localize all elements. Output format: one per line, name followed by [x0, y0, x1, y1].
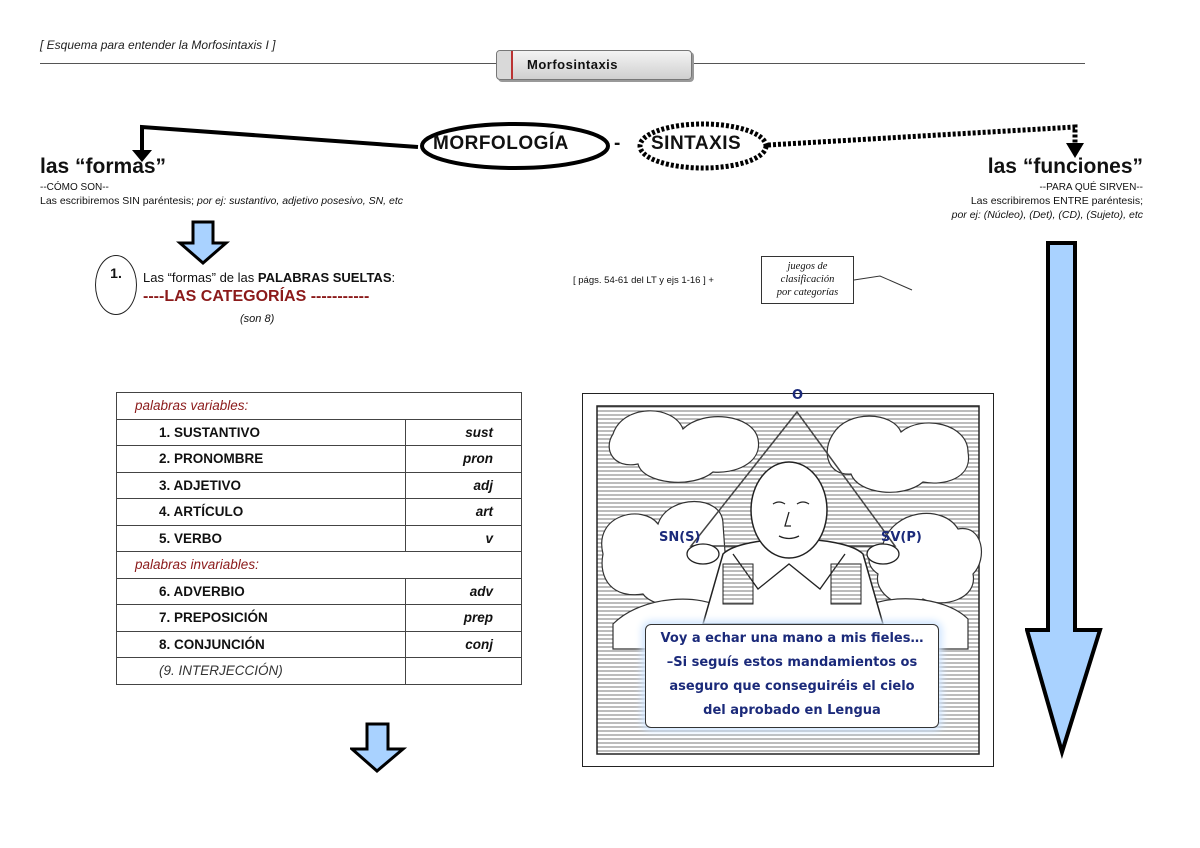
label-oracion: O	[792, 388, 804, 403]
section-intro	[143, 270, 395, 285]
category-name: 2. PRONOMBRE	[117, 446, 406, 473]
count-note: (son 8)	[240, 313, 275, 325]
speech-bubble	[645, 624, 939, 728]
games-line-3: por categorías	[776, 287, 839, 298]
figure-hand-left	[687, 544, 719, 564]
funciones-down-arrow	[1025, 240, 1105, 760]
shirt-plaid	[723, 564, 753, 604]
formas-title: las “formas”	[40, 155, 167, 178]
right-connector-arrow	[768, 127, 1075, 145]
category-abbr: pron	[406, 446, 522, 473]
left-connector-arrow	[142, 127, 418, 152]
empty-cell	[406, 658, 522, 685]
table-row	[117, 446, 522, 473]
funciones-description: Las escribiremos ENTRE paréntesis;	[970, 195, 1143, 207]
category-abbr: art	[406, 499, 522, 526]
variable-header: palabras variables:	[117, 393, 522, 420]
funciones-example: por ej: (Núcleo), (Det), (CD), (Sujeto), etc	[951, 209, 1143, 221]
invariable-header: palabras invariables:	[117, 552, 522, 579]
table-section-row	[117, 552, 522, 579]
section-intro-c: :	[391, 270, 396, 285]
figure-hand-right	[867, 544, 899, 564]
cartoon-illustration	[582, 388, 994, 767]
formas-description-example: por ej: sustantivo, adjetivo posesivo, SN, etc	[196, 195, 404, 207]
header-note: [ Esquema para entender la Morfosintaxis I ]	[40, 38, 276, 52]
table-row	[117, 605, 522, 632]
interjection-name: (9. INTERJECCIÓN)	[117, 658, 406, 685]
table-row	[117, 658, 522, 685]
morfologia-label: MORFOLOGÍA	[433, 133, 569, 154]
games-line-2: clasificación	[780, 274, 835, 285]
sintaxis-label: SINTAXIS	[651, 133, 742, 154]
table-down-arrow	[350, 722, 410, 774]
category-name: 5. VERBO	[117, 525, 406, 552]
categories-table	[116, 392, 522, 685]
table-row	[117, 419, 522, 446]
formas-down-arrow	[180, 222, 226, 263]
table-row	[117, 525, 522, 552]
speech-line: –Si seguís estos mandamientos os	[666, 655, 918, 670]
category-abbr: v	[406, 525, 522, 552]
label-sv-predicado: SV(P)	[881, 530, 922, 545]
figure-head	[751, 462, 827, 558]
formas-description-plain: Las escribiremos SIN paréntesis;	[40, 195, 197, 207]
category-abbr: adj	[406, 472, 522, 499]
funciones-title: las “funciones”	[987, 155, 1143, 178]
table-row	[117, 499, 522, 526]
category-name: 8. CONJUNCIÓN	[117, 631, 406, 658]
category-abbr: conj	[406, 631, 522, 658]
badge-label: Morfosintaxis	[527, 57, 619, 72]
shirt-plaid	[831, 564, 861, 604]
formas-subtitle: --CÓMO SON--	[40, 182, 109, 193]
table-row	[117, 578, 522, 605]
category-name: 7. PREPOSICIÓN	[117, 605, 406, 632]
games-connector-line	[854, 276, 912, 290]
category-name: 4. ARTÍCULO	[117, 499, 406, 526]
section-intro-bold: PALABRAS SUELTAS	[257, 270, 392, 285]
funciones-subtitle: --PARA QUÉ SIRVEN--	[1039, 182, 1143, 193]
speech-line: Voy a echar una mano a mis fieles…	[660, 631, 924, 646]
category-abbr: prep	[406, 605, 522, 632]
table-row	[117, 472, 522, 499]
concept-dash: -	[614, 133, 621, 154]
section-intro-a: Las “formas” de las	[143, 270, 258, 285]
category-name: 6. ADVERBIO	[117, 578, 406, 605]
label-sn-sujeto: SN(S)	[659, 530, 701, 545]
section-number: 1.	[95, 255, 137, 315]
category-abbr: adv	[406, 578, 522, 605]
speech-line: del aprobado en Lengua	[703, 703, 881, 718]
categorias-heading: ----LAS CATEGORÍAS -----------	[143, 288, 370, 305]
games-line-1: juegos de	[787, 261, 828, 272]
table-row	[117, 631, 522, 658]
pages-reference: [ págs. 54-61 del LT y ejs 1-16 ] +	[573, 275, 714, 286]
speech-line: aseguro que conseguiréis el cielo	[669, 679, 915, 694]
games-box	[761, 256, 854, 304]
formas-description	[40, 195, 403, 207]
category-name: 1. SUSTANTIVO	[117, 419, 406, 446]
category-name: 3. ADJETIVO	[117, 472, 406, 499]
table-section-row	[117, 393, 522, 420]
category-abbr: sust	[406, 419, 522, 446]
